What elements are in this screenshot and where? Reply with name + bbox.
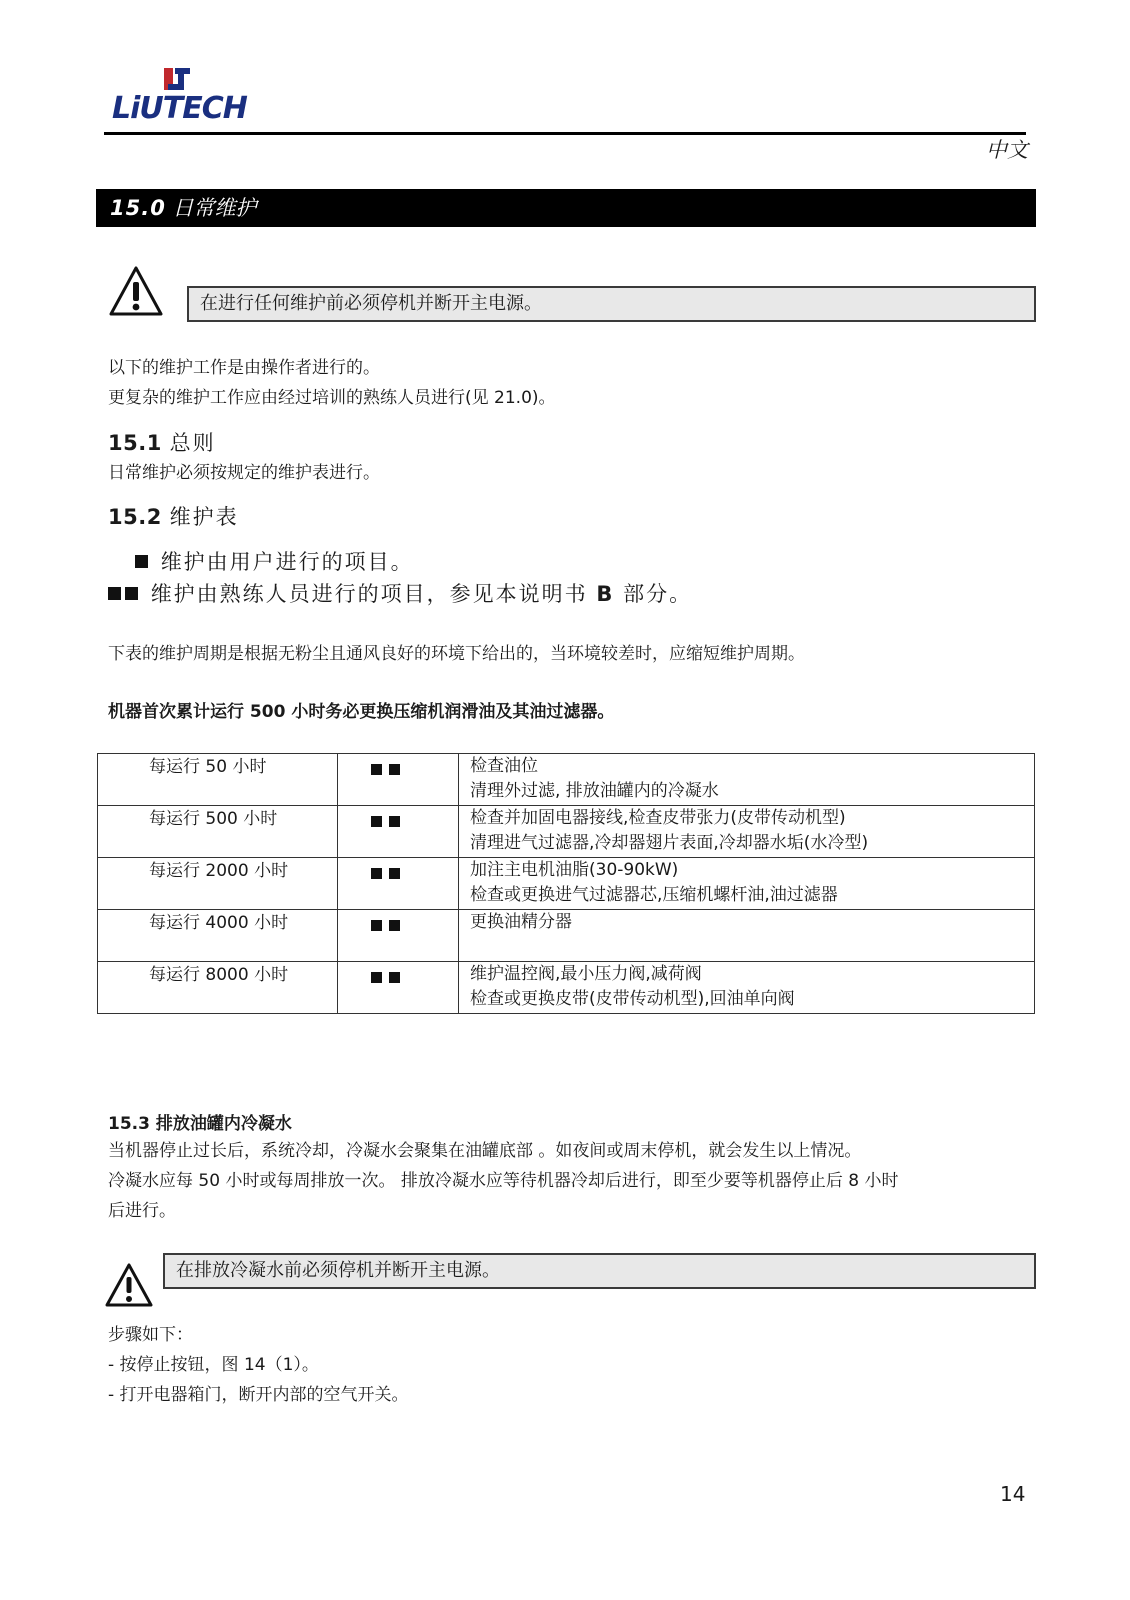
legend-user-text: 维护由用户进行的项目。 xyxy=(160,550,414,574)
square-icon xyxy=(371,764,382,775)
warning-triangle-icon xyxy=(104,1262,154,1308)
interval-note: 下表的维护周期是根据无粉尘且通风良好的环境下给出的，当环境较差时，应缩短维护周期。 xyxy=(108,644,805,664)
square-icon xyxy=(389,972,400,983)
heading-15-2-title: 维护表 xyxy=(169,505,239,529)
table-row xyxy=(98,754,1035,806)
condensate-line-3: 后进行。 xyxy=(108,1201,176,1221)
intro-line-2: 更复杂的维护工作应由经过培训的熟练人员进行(见 21.0)。 xyxy=(108,388,556,408)
company-logo xyxy=(112,62,247,130)
skilled-marker xyxy=(371,761,407,781)
section-number: 15.0 xyxy=(110,196,166,220)
performer-cell xyxy=(338,962,459,1014)
warning-triangle-icon xyxy=(108,265,164,317)
square-icon xyxy=(389,920,400,931)
task-line: 检查或更换皮带(皮带传动机型),回油单向阀 xyxy=(470,989,795,1009)
performer-cell xyxy=(338,858,459,910)
section-title: 日常维护 xyxy=(172,196,257,220)
logo-text: LiUTECH xyxy=(112,91,247,126)
task-line: 更换油精分器 xyxy=(470,912,572,932)
single-square-icon xyxy=(135,555,148,568)
task-cell xyxy=(459,806,1035,858)
task-line: 加注主电机油脂(30-90kW) xyxy=(470,860,679,880)
maintenance-table xyxy=(97,753,1035,1014)
table-row xyxy=(98,806,1035,858)
double-square-icon xyxy=(108,587,121,600)
condensate-line-1: 当机器停止过长后，系统冷却，冷凝水会聚集在油罐底部 。如夜间或周末停机，就会发生以上情况。 xyxy=(108,1141,862,1161)
table-row xyxy=(98,858,1035,910)
task-line: 维护温控阀,最小压力阀,减荷阀 xyxy=(470,964,702,984)
logo-mark-icon xyxy=(164,66,190,92)
skilled-marker xyxy=(371,917,407,937)
heading-15-1 xyxy=(108,428,216,458)
heading-15-3: 15.3 排放油罐内冷凝水 xyxy=(108,1114,292,1134)
interval-cell: 每运行 500 小时 xyxy=(98,806,338,858)
task-line: 检查油位 xyxy=(470,756,538,776)
interval-cell: 每运行 50 小时 xyxy=(98,754,338,806)
square-icon xyxy=(371,868,382,879)
performer-cell xyxy=(338,754,459,806)
heading-15-1-title: 总则 xyxy=(169,431,216,455)
square-icon xyxy=(371,816,382,827)
warning-box-power: 在进行任何维护前必须停机并断开主电源。 xyxy=(187,286,1036,322)
steps-title: 步骤如下： xyxy=(108,1325,193,1345)
first-500h-note: 机器首次累计运行 500 小时务必更换压缩机润滑油及其油过滤器。 xyxy=(108,702,615,722)
legend-skilled-part: B xyxy=(596,582,615,606)
legend-skilled-suffix: 部分。 xyxy=(614,582,693,606)
task-cell xyxy=(459,754,1035,806)
condensate-line-2: 冷凝水应每 50 小时或每周排放一次。 排放冷凝水应等待机器冷却后进行，即至少要等机器停止后 8 小时 xyxy=(108,1171,899,1191)
skilled-marker xyxy=(371,865,407,885)
step-item-1: - 按停止按钮，图 14（1）。 xyxy=(108,1355,319,1375)
task-cell xyxy=(459,858,1035,910)
square-icon xyxy=(389,816,400,827)
square-icon xyxy=(389,764,400,775)
step-item-2: - 打开电器箱门，断开内部的空气开关。 xyxy=(108,1385,409,1405)
performer-cell xyxy=(338,910,459,962)
task-line: 清理进气过滤器,冷却器翅片表面,冷却器水垢(水冷型) xyxy=(470,833,869,853)
square-icon xyxy=(371,972,382,983)
interval-cell: 每运行 4000 小时 xyxy=(98,910,338,962)
task-line: 清理外过滤, 排放油罐内的冷凝水 xyxy=(470,781,719,801)
heading-15-1-number: 15.1 xyxy=(108,431,162,455)
page-number: 14 xyxy=(1000,1482,1026,1506)
performer-cell xyxy=(338,806,459,858)
legend-user xyxy=(135,547,414,577)
interval-cell: 每运行 8000 小时 xyxy=(98,962,338,1014)
header-divider xyxy=(104,132,1026,135)
task-cell xyxy=(459,910,1035,962)
section-title-bar xyxy=(96,189,1036,227)
task-line: 检查或更换进气过滤器芯,压缩机螺杆油,油过滤器 xyxy=(470,885,838,905)
warning-box-condensate: 在排放冷凝水前必须停机并断开主电源。 xyxy=(163,1253,1036,1289)
skilled-marker xyxy=(371,813,407,833)
square-icon xyxy=(371,920,382,931)
general-text: 日常维护必须按规定的维护表进行。 xyxy=(108,463,380,483)
table-row xyxy=(98,910,1035,962)
task-line: 检查并加固电器接线,检查皮带张力(皮带传动机型) xyxy=(470,808,846,828)
interval-cell: 每运行 2000 小时 xyxy=(98,858,338,910)
double-square-icon xyxy=(125,587,138,600)
legend-skilled xyxy=(108,579,692,609)
intro-line-1: 以下的维护工作是由操作者进行的。 xyxy=(108,358,380,378)
square-icon xyxy=(389,868,400,879)
legend-skilled-text: 维护由熟练人员进行的项目，参见本说明书 xyxy=(150,582,597,606)
skilled-marker xyxy=(371,969,407,989)
language-label: 中文 xyxy=(986,138,1028,162)
heading-15-2-number: 15.2 xyxy=(108,505,162,529)
heading-15-2 xyxy=(108,502,239,532)
task-cell xyxy=(459,962,1035,1014)
task-line xyxy=(470,935,1034,960)
table-row xyxy=(98,962,1035,1014)
